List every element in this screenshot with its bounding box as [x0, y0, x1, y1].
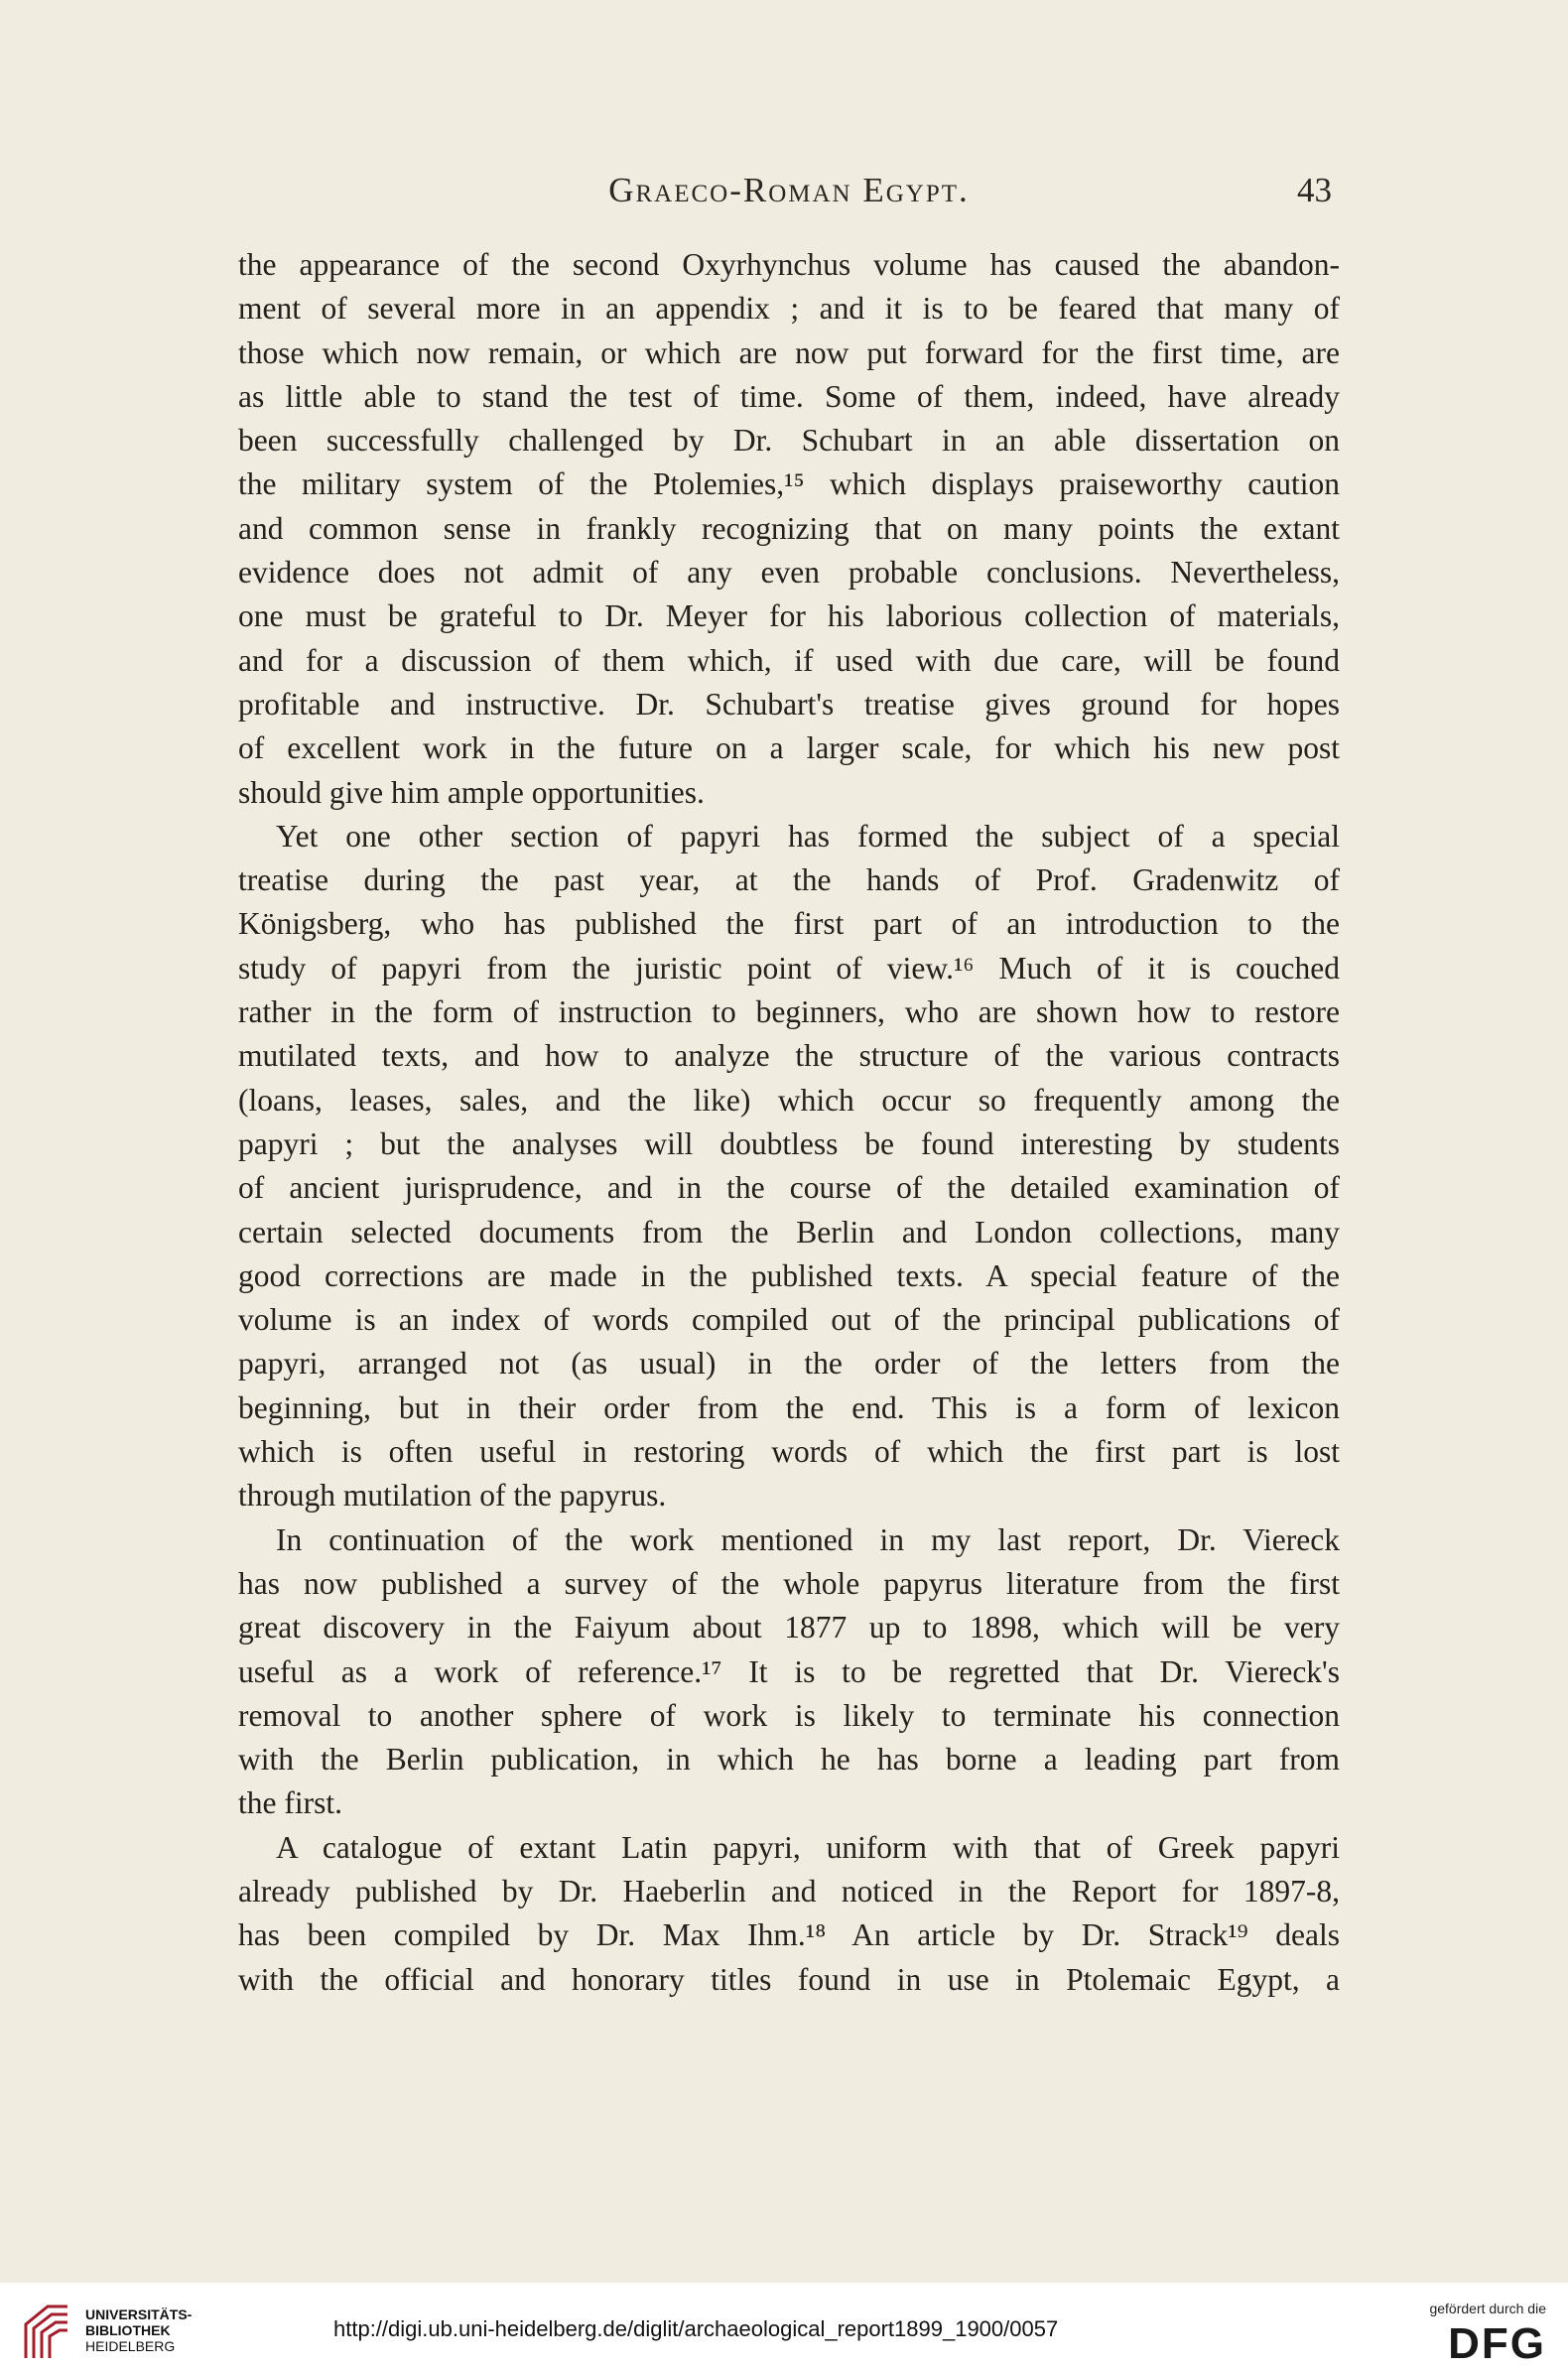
- text-line: volume is an index of words compiled out of the principal publications of: [238, 1302, 1340, 1338]
- text-line: Königsberg, who has published the first part of an introduction to the: [238, 906, 1340, 942]
- text-line: treatise during the past year, at the hands of Prof. Gradenwitz of: [238, 862, 1340, 898]
- text-line: with the Berlin publication, in which he has borne a leading part from: [238, 1742, 1340, 1778]
- text-line: and for a discussion of them which, if used with due care, will be found: [238, 642, 1340, 678]
- text-line: evidence does not admit of any even probable conclusions. Nevertheless,: [238, 555, 1340, 591]
- text-line: removal to another sphere of work is likely to terminate his connection: [238, 1697, 1340, 1733]
- text-line: Yet one other section of papyri has formed the subject of a special: [276, 818, 1340, 854]
- text-line: and common sense in frankly recognizing that on many points the extant: [238, 510, 1340, 546]
- text-line: great discovery in the Faiyum about 1877 up to 1898, which will be very: [238, 1610, 1340, 1646]
- text-line: which is often useful in restoring words of which the first part is lost: [238, 1434, 1340, 1470]
- text-line: the first.: [238, 1785, 342, 1821]
- text-line: profitable and instructive. Dr. Schubart's treatise gives ground for hopes: [238, 686, 1340, 722]
- text-line: the appearance of the second Oxyrhynchus volume has caused the abandon-: [238, 247, 1340, 282]
- text-line: (loans, leases, sales, and the like) which occur so frequently among the: [238, 1082, 1340, 1118]
- text-line: through mutilation of the papyrus.: [238, 1478, 667, 1514]
- library-name: [85, 2306, 192, 2354]
- paragraph: [238, 1518, 1340, 1826]
- text-line: one must be grateful to Dr. Meyer for his laborious collection of materials,: [238, 598, 1340, 634]
- running-head: [238, 171, 1340, 220]
- text-line: A catalogue of extant Latin papyri, uniform with that of Greek papyri: [276, 1829, 1340, 1865]
- text-line: In continuation of the work mentioned in my last report, Dr. Viereck: [276, 1521, 1340, 1557]
- viewer-footer: [0, 2283, 1568, 2370]
- body-text: [238, 243, 1340, 2002]
- text-line: should give him ample opportunities.: [238, 774, 705, 810]
- library-name-line3: HEIDELBERG: [85, 2338, 176, 2354]
- text-line: certain selected documents from the Berlin and London collections, many: [238, 1214, 1340, 1250]
- dfg-logo-text: DFG: [1448, 2322, 1546, 2362]
- text-line: good corrections are made in the published texts. A special feature of the: [238, 1257, 1340, 1293]
- text-line: already published by Dr. Haeberlin and noticed in the Report for 1897-8,: [238, 1873, 1340, 1909]
- permalink-url[interactable]: http://digi.ub.uni-heidelberg.de/diglit/archaeological_report1899_1900/0057: [333, 2316, 1059, 2341]
- page-number: 43: [1297, 171, 1332, 209]
- text-line: rather in the form of instruction to beginners, who are shown how to restore: [238, 994, 1340, 1030]
- paragraph: [238, 1826, 1340, 2002]
- text-line: papyri ; but the analyses will doubtless be found interesting by students: [238, 1125, 1340, 1161]
- text-line: has now published a survey of the whole papyrus literature from the first: [238, 1565, 1340, 1601]
- text-line: of ancient jurisprudence, and in the course of the detailed examination of: [238, 1170, 1340, 1206]
- running-title: Graeco-Roman Egypt.: [608, 171, 970, 209]
- text-line: beginning, but in their order from the end. This is a form of lexicon: [238, 1389, 1340, 1425]
- text-line: has been compiled by Dr. Max Ihm.¹⁸ An article by Dr. Strack¹⁹ deals: [238, 1917, 1340, 1953]
- text-line: ment of several more in an appendix ; and it is to be feared that many of: [238, 291, 1340, 327]
- library-name-line2: BIBLIOTHEK: [85, 2322, 171, 2338]
- text-line: with the official and honorary titles found in use in Ptolemaic Egypt, a: [238, 1961, 1340, 1997]
- text-line: papyri, arranged not (as usual) in the order of the letters from the: [238, 1346, 1340, 1382]
- text-line: those which now remain, or which are now put forward for the first time, are: [238, 334, 1340, 370]
- text-line: study of papyri from the juristic point of view.¹⁶ Much of it is couched: [238, 950, 1340, 986]
- text-line: mutilated texts, and how to analyze the structure of the various contracts: [238, 1038, 1340, 1074]
- text-line: of excellent work in the future on a larger scale, for which his new post: [238, 730, 1340, 766]
- library-name-line1: UNIVERSITÄTS-: [85, 2306, 193, 2322]
- paragraph: [238, 815, 1340, 1518]
- paragraph: [238, 243, 1340, 815]
- text-line: useful as a work of reference.¹⁷ It is to be regretted that Dr. Viereck's: [238, 1653, 1340, 1689]
- dfg-logo-icon: [1407, 2322, 1546, 2362]
- text-line: the military system of the Ptolemies,¹⁵ which displays praiseworthy caution: [238, 466, 1340, 502]
- funding-note: gefördert durch die: [1429, 2301, 1546, 2316]
- university-library-logo-icon: [22, 2303, 71, 2360]
- text-line: been successfully challenged by Dr. Schubart in an able dissertation on: [238, 423, 1340, 459]
- text-line: as little able to stand the test of time. Some of them, indeed, have already: [238, 378, 1340, 414]
